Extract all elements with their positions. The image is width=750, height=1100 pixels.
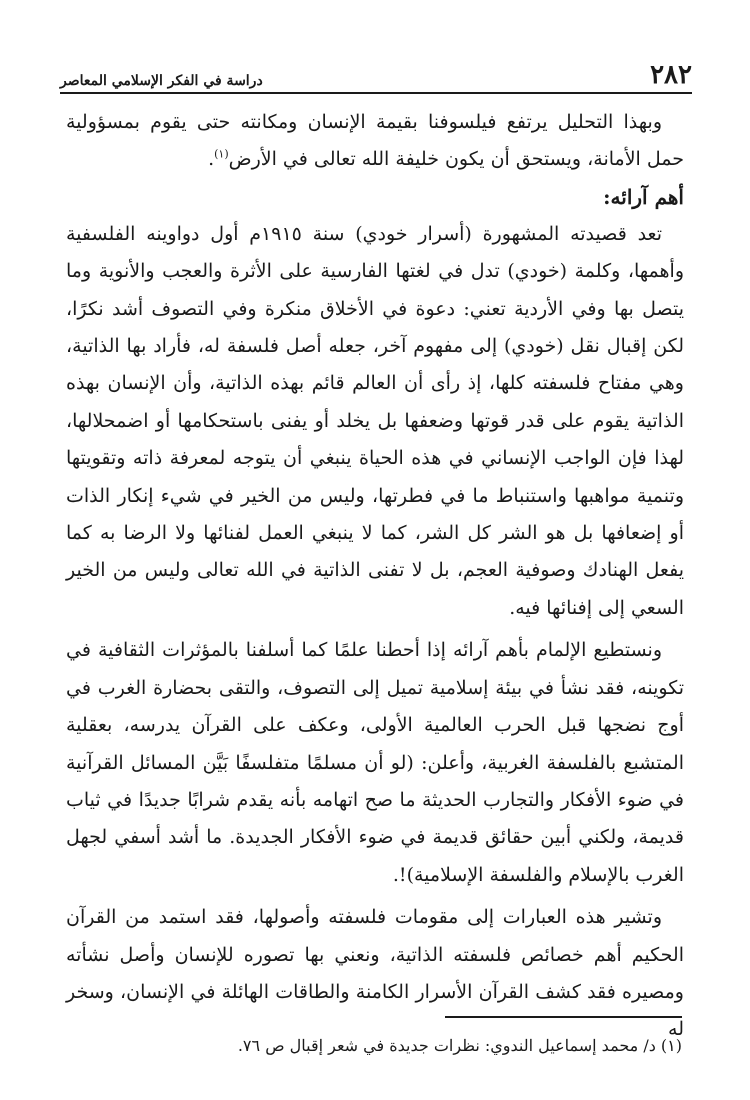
paragraph-2: تعد قصيدته المشهورة (أسرار خودي) سنة ١٩١٥م أول دواوينه الفلسفية وأهمها، وكلمة (خودي) تدل في لغتها الفارسية على الأثرة والعجب والأنوية وما يتصل بها وفي الأردية تعني: دعوة في الأخلاق منكرة وفي التصوف أشد نكرًا، لكن إقبال نقل (خودي) إلى مفهوم آخر، جعله أصل فلسفة له، فأراد بها الذاتية، وهي مفتاح فلسفته كلها، إذ رأى أن العالم قائم بهذه الذاتية، وأن الإنسان بهذه الذاتية يقوم على قدر قوتها وضعفها بل يخلد أو يفنى باستحكامها أو اضمحلالها، لهذا فإن الواجب الإنساني في هذه الحياة ينبغي أن يتوجه لمعرفة ذاته وتقويتها وتنمية مواهبها واستنباط ما في فطرتها، وليس من الخير في شيء إنكار الذات أو إضعافها بل هو الشر كل الشر، كما لا ينبغي العمل لفنائها ولا الرضا به كما يفعل الهنادك وصوفية العجم، بل لا تفنى الذاتية في الله تعالى وليس من الخير السعي إلى إفنائها فيه. [66, 222, 684, 619]
paragraph-1 [66, 104, 684, 179]
running-title: دراسة في الفكر الإسلامي المعاصر [60, 73, 263, 89]
paragraph-3: ونستطيع الإلمام بأهم آرائه إذا أحطنا علمًا كما أسلفنا بالمؤثرات الثقافية في تكوينه، فقد نشأ في بيئة إسلامية تميل إلى التصوف، والتقى بحضارة الغرب في أوج نضجها قبل الحرب العالمية الأولى، وعكف على القرآن يدرسه، بعقلية المتشبع بالفلسفة الغربية، وأعلن: (لو أن مسلمًا متفلسفًا بَيَّن المسائل القرآنية في ضوء الأفكار والتجارب الحديثة ما صح اتهامه بأنه يقدم شرابًا جديدًا في ثياب قديمة، ولكني أبين حقائق قديمة في ضوء الأفكار الجديدة. ما أشد أسفي لجهل الغرب بالإسلام والفلسفة الإسلامية)!. [66, 639, 685, 886]
paragraph-1-text: وبهذا التحليل يرتفع فيلسوفنا بقيمة الإنسان ومكانته حتى يقوم بمسؤولية حمل الأمانة، ويستحق أن يكون خليفة الله تعالى في الأرض [66, 111, 684, 171]
page-header [60, 58, 692, 94]
footnote-separator [445, 1016, 682, 1018]
section-heading: أهم آرائه: [603, 184, 684, 209]
page-number: ٢٨٢ [650, 60, 692, 90]
paragraph-4: وتشير هذه العبارات إلى مقومات فلسفته وأصولها، فقد استمد من القرآن الحكيم أهم خصائص فلسفته الذاتية، ونعني بها تصوره للإنسان وأصل نشأته ومصيره فقد كشف القرآن الأسرار الكامنة والطاقات الهائلة في الإنسان، وسخر له [66, 906, 684, 1041]
page-body [66, 104, 684, 1049]
footnote: (١) د/ محمد إسماعيل الندوي: نظرات جديدة في شعر إقبال ص ٧٦. [237, 1036, 682, 1055]
footnote-reference: (١) [214, 148, 229, 162]
paragraph-1-end: . [208, 148, 215, 171]
